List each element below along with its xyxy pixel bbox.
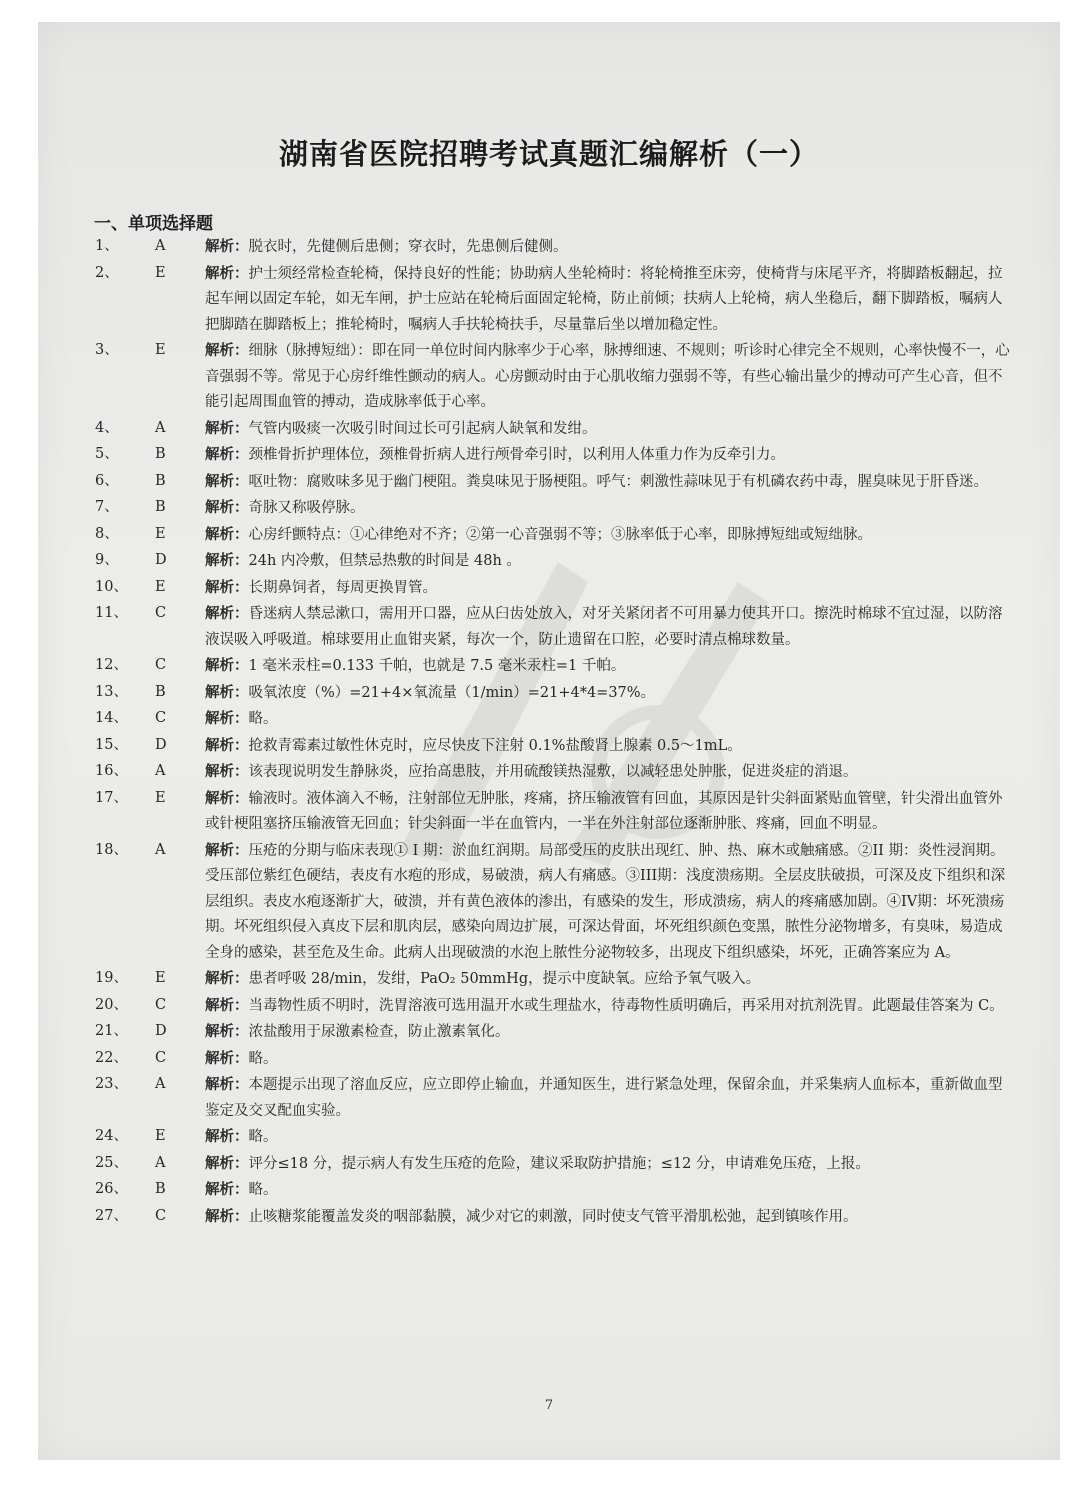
- question-number: 22、: [95, 1049, 128, 1066]
- explanation-text: 略。: [248, 1129, 278, 1145]
- answer-item: [95, 416, 1015, 443]
- question-number: 12、: [95, 657, 128, 673]
- explanation-label: 解析：: [205, 1049, 249, 1067]
- answer-item: [95, 575, 1015, 602]
- answer-key: C: [155, 710, 167, 726]
- section-heading: 一、单项选择题: [94, 214, 213, 234]
- explanation-text: 本题提示出现了溶血反应，应立即停止输血，并通知医生，进行紧急处理，保留余血，并采集病人血标本，重新做血型鉴定及交叉配血实验。: [205, 1077, 1003, 1119]
- answer-item: [95, 1046, 1015, 1073]
- answer-item: [95, 733, 1015, 760]
- page-number: 7: [544, 1398, 554, 1413]
- answer-key: C: [155, 657, 167, 673]
- explanation-label: 解析：: [205, 763, 249, 780]
- explanation-text: 浓盐酸用于尿激素检查，防止激素氧化。: [248, 1024, 510, 1040]
- answer-key: C: [155, 996, 167, 1013]
- explanation-text: 吸氧浓度（%）=21+4×氧流量（1/min）=21+4*4=37%。: [248, 684, 656, 701]
- answer-key: A: [155, 1154, 166, 1171]
- explanation-text: 颈椎骨折护理体位，颈椎骨折病人进行颅骨牵引时，以利用人体重力作为反牵引力。: [248, 447, 785, 463]
- answer-item: [95, 1072, 1015, 1124]
- question-number: 7、: [95, 499, 119, 515]
- question-number: 4、: [95, 419, 119, 436]
- question-number: 2、: [95, 264, 119, 281]
- explanation-text: 奇脉又称吸停脉。: [248, 500, 365, 516]
- answer-key: D: [155, 736, 167, 753]
- question-number: 14、: [95, 710, 128, 726]
- explanation-label: 解析：: [205, 1181, 249, 1198]
- question-number: 24、: [95, 1128, 128, 1144]
- explanation-label: 解析：: [205, 789, 249, 807]
- answer-key: B: [155, 1181, 166, 1197]
- document-title: 湖南省医院招聘考试真题汇编解析（一）: [278, 137, 819, 171]
- question-number: 27、: [95, 1207, 128, 1224]
- explanation-label: 解析：: [205, 683, 249, 701]
- answer-key: E: [155, 264, 166, 281]
- question-number: 3、: [95, 342, 119, 358]
- answer-key: B: [155, 499, 166, 515]
- explanation-text: 略。: [248, 1050, 278, 1067]
- explanation-text: 略。: [248, 1182, 278, 1198]
- question-number: 13、: [95, 683, 128, 700]
- explanation-label: 解析：: [205, 996, 249, 1014]
- answer-item: [95, 1019, 1015, 1046]
- question-number: 15、: [95, 736, 128, 753]
- answer-item: [95, 469, 1015, 496]
- explanation-label: 解析：: [205, 525, 249, 543]
- answer-item: [95, 1177, 1015, 1204]
- question-number: 6、: [95, 472, 119, 489]
- answer-key: E: [155, 970, 166, 986]
- explanation-label: 解析：: [205, 578, 249, 596]
- question-number: 8、: [95, 525, 119, 542]
- answer-key: C: [155, 1049, 167, 1066]
- question-number: 21、: [95, 1023, 128, 1039]
- explanation-label: 解析：: [205, 736, 249, 754]
- explanation-label: 解析：: [205, 605, 249, 622]
- document-page: [38, 22, 1060, 1460]
- explanation-label: 解析：: [205, 1154, 249, 1172]
- answer-key: E: [155, 1128, 166, 1144]
- answer-item: [95, 653, 1015, 680]
- answer-key: A: [155, 763, 166, 779]
- explanation-text: 脱衣时，先健侧后患侧；穿衣时，先患侧后健侧。: [248, 239, 568, 255]
- answer-item: [95, 234, 1015, 261]
- answer-item: [95, 1204, 1015, 1231]
- question-number: 5、: [95, 446, 119, 462]
- question-number: 26、: [95, 1181, 128, 1197]
- answer-key: E: [155, 525, 166, 542]
- answer-key: E: [155, 578, 166, 595]
- answer-item: [95, 786, 1015, 838]
- question-number: 9、: [95, 552, 119, 568]
- answer-key: C: [155, 1207, 167, 1224]
- answer-key: A: [155, 841, 166, 858]
- explanation-label: 解析：: [205, 446, 249, 463]
- answer-key: A: [155, 238, 166, 254]
- explanation-label: 解析：: [205, 1128, 249, 1145]
- explanation-text: 输液时。液体滴入不畅，注射部位无肿胀，疼痛，挤压输液管有回血，其原因是针尖斜面紧贴血管壁，针尖滑出血管外或针梗阻塞挤压输液管无回血；针尖斜面一半在血管内，一半在外注射部位逐渐肿胀、疼痛，回血不明显。: [205, 790, 1003, 832]
- explanation-text: 1 毫米汞柱=0.133 千帕，也就是 7.5 毫米汞柱=1 千帕。: [248, 658, 626, 674]
- question-number: 19、: [95, 970, 128, 986]
- answer-item: [95, 1124, 1015, 1151]
- explanation-label: 解析：: [205, 264, 249, 282]
- question-number: 10、: [95, 578, 128, 595]
- explanation-text: 当毒物性质不明时，洗胃溶液可选用温开水或生理盐水，待毒物性质明确后，再采用对抗剂洗胃。此题最佳答案为 C。: [248, 997, 1004, 1014]
- explanation-text: 护士须经常检查轮椅，保持良好的性能；协助病人坐轮椅时：将轮椅推至床旁，使椅背与床尾平齐，将脚踏板翻起，拉起车闸以固定车轮，如无车闸，护士应站在轮椅后面固定轮椅，防止前倾；扶病人上轮椅，病人坐稳后，翻下脚踏板，嘱病人把脚踏在脚踏板上；推轮椅时，嘱病人手扶轮椅扶手，尽量靠后坐以增加稳定性。: [205, 265, 1003, 333]
- explanation-text: 24h 内冷敷，但禁忌热敷的时间是 48h 。: [248, 553, 521, 569]
- explanation-label: 解析：: [205, 342, 249, 359]
- explanation-text: 略。: [248, 711, 278, 727]
- answer-key: D: [155, 1023, 167, 1039]
- answer-item: [95, 495, 1015, 522]
- explanation-label: 解析：: [205, 238, 249, 255]
- answer-item: [95, 261, 1015, 339]
- explanation-label: 解析：: [205, 499, 249, 516]
- answer-item: [95, 442, 1015, 469]
- answer-item: [95, 993, 1015, 1020]
- answer-key: C: [155, 605, 167, 621]
- explanation-text: 该表现说明发生静脉炎，应抬高患肢，并用硫酸镁热湿敷，以减轻患处肿胀，促进炎症的消退。: [248, 764, 858, 780]
- explanation-text: 评分≤18 分，提示病人有发生压疮的危险，建议采取防护措施；≤12 分，申请难免压疮，上报。: [248, 1155, 870, 1172]
- explanation-label: 解析：: [205, 1207, 249, 1225]
- explanation-text: 止咳糖浆能覆盖发炎的咽部黏膜，减少对它的刺激，同时使支气管平滑肌松弛，起到镇咳作用。: [248, 1208, 858, 1225]
- answer-key: B: [155, 446, 166, 462]
- question-number: 18、: [95, 841, 128, 858]
- explanation-text: 患者呼吸 28/min，发绀，PaO₂ 50mmHg，提示中度缺氧。应给予氧气吸入。: [248, 971, 761, 987]
- explanation-text: 气管内吸痰一次吸引时间过长可引起病人缺氧和发绀。: [248, 420, 597, 437]
- question-number: 17、: [95, 789, 128, 806]
- answer-item: [95, 706, 1015, 733]
- question-number: 23、: [95, 1076, 128, 1092]
- question-number: 25、: [95, 1154, 128, 1171]
- answer-key: E: [155, 342, 166, 358]
- answer-item: [95, 680, 1015, 707]
- answer-item: [95, 1151, 1015, 1178]
- question-number: 16、: [95, 763, 128, 779]
- answer-list: [95, 234, 1015, 1230]
- explanation-text: 细脉（脉搏短绌）：即在同一单位时间内脉率少于心率，脉搏细速、不规则；听诊时心律完全不规则，心率快慢不一，心音强弱不等。常见于心房纤维性颤动的病人。心房颤动时由于心肌收缩力强弱不等，有些心输出量少的搏动可产生心音，但不能引起周围血管的搏动，造成脉率低于心率。: [205, 343, 1010, 410]
- question-number: 11、: [95, 605, 128, 621]
- explanation-text: 呕吐物：腐败味多见于幽门梗阻。粪臭味见于肠梗阻。呼气：刺激性蒜味见于有机磷农药中毒，腥臭味见于肝昏迷。: [248, 473, 988, 490]
- explanation-label: 解析：: [205, 419, 249, 437]
- explanation-text: 长期鼻饲者，每周更换胃管。: [248, 579, 437, 596]
- explanation-label: 解析：: [205, 710, 249, 727]
- answer-key: B: [155, 472, 166, 489]
- explanation-label: 解析：: [205, 657, 249, 674]
- explanation-text: 心房纤颤特点：①心律绝对不齐；②第一心音强弱不等；③脉率低于心率，即脉搏短绌或短绌脉。: [248, 526, 872, 543]
- answer-key: A: [155, 419, 166, 436]
- explanation-text: 压疮的分期与临床表现① I 期：淤血红润期。局部受压的皮肤出现红、肿、热、麻木或触痛感。②II 期：炎性浸润期。受压部位紫红色硬结，表皮有水疱的形成，易破溃，病人有痛感。③III期：浅度溃疡期。全层皮肤破损，可深及皮下组织和深层组织。表皮水疱逐渐扩大，破溃，并有黄色液体的渗出，有感染的发生，形成溃疡，病人的疼痛感加剧。④IV期：坏死溃疡期。坏死组织侵入真皮下层和肌肉层，感染向周边扩展，可深达骨面，坏死组织颜色变黑，脓性分泌物增多，有臭味，易造成全身的感染，甚至危及生命。此病人出现破溃的水泡上脓性分泌物较多，出现皮下组织感染，坏死，正确答案应为 A。: [205, 842, 1006, 961]
- explanation-label: 解析：: [205, 970, 249, 987]
- explanation-label: 解析：: [205, 1076, 249, 1093]
- explanation-label: 解析：: [205, 472, 249, 490]
- explanation-text: 抢救青霉素过敏性休克时，应尽快皮下注射 0.1%盐酸肾上腺素 0.5～1mL。: [248, 737, 742, 754]
- answer-item: [95, 759, 1015, 786]
- answer-item: [95, 338, 1015, 416]
- explanation-label: 解析：: [205, 552, 249, 569]
- answer-key: B: [155, 683, 166, 700]
- answer-key: D: [155, 552, 167, 568]
- explanation-label: 解析：: [205, 841, 249, 859]
- question-number: 1、: [95, 238, 119, 254]
- question-number: 20、: [95, 996, 128, 1013]
- explanation-text: 昏迷病人禁忌漱口，需用开口器，应从臼齿处放入，对牙关紧闭者不可用暴力使其开口。擦洗时棉球不宜过湿，以防溶液误吸入呼吸道。棉球要用止血钳夹紧，每次一个，防止遗留在口腔，必要时清点棉球数量。: [205, 606, 1003, 648]
- answer-item: [95, 966, 1015, 993]
- answer-key: A: [155, 1076, 166, 1092]
- answer-item: [95, 601, 1015, 653]
- answer-item: [95, 548, 1015, 575]
- explanation-label: 解析：: [205, 1023, 249, 1040]
- answer-item: [95, 838, 1015, 967]
- answer-key: E: [155, 789, 166, 806]
- answer-item: [95, 522, 1015, 549]
